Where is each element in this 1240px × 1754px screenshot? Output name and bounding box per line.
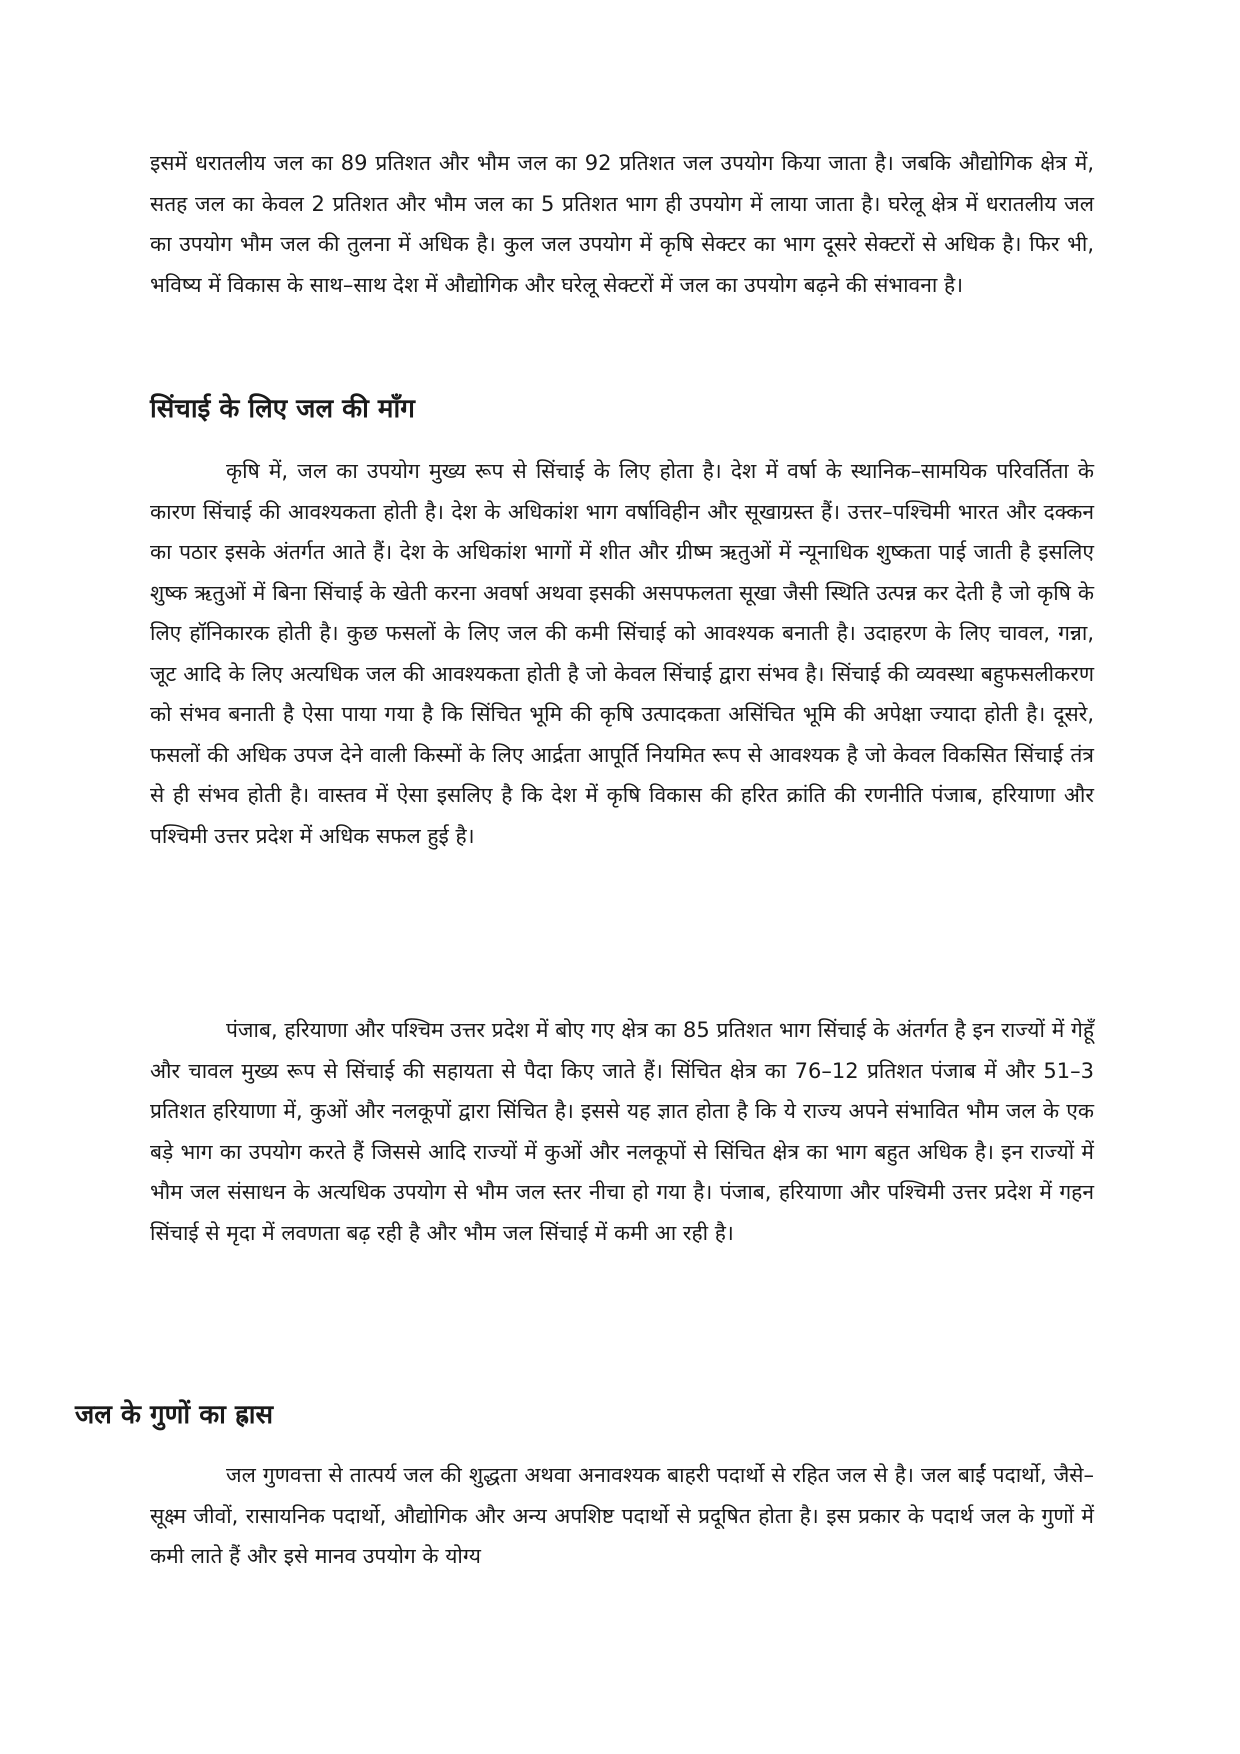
paragraph-punjab-haryana-irrigation: पंजाब, हरियाणा और पश्चिम उत्तर प्रदेश में बोए गए क्षेत्र का 85 प्रतिशत भाग सिंचाई के अंतर्गत है इन राज्यों में गेहूँ और चावल मुख्य रूप से सिंचाई की सहायता से पैदा किए जाते हैं। सिंचित क्षेत्र का 76–12 प्रतिशत पंजाब में और 51–3 प्रतिशत हरियाणा में, कुओं और नलकूपों द्वारा सिंचित है। इससे यह ज्ञात होता है कि ये राज्य अपने संभावित भौम जल के एक बड़े भाग का उपयोग करते हैं जिससे आदि राज्यों में कुओं और नलकूपों से सिंचित क्षेत्र का भाग बहुत अधिक है। इन राज्यों में भौम जल संसाधन के अत्यधिक उपयोग से भौम जल स्तर नीचा हो गया है। पंजाब, हरियाणा और पश्चिमी उत्तर प्रदेश में गहन सिंचाई से मृदा में लवणता बढ़ रही है और भौम जल सिंचाई में कमी आ रही है।	[150, 1018, 1094, 1245]
paragraph-water-use-by-sector: इसमें धरातलीय जल का 89 प्रतिशत और भौम जल का 92 प्रतिशत जल उपयोग किया जाता है। जबकि औद्योगिक क्षेत्र में, सतह जल का केवल 2 प्रतिशत और भौम जल का 5 प्रतिशत भाग ही उपयोग में लाया जाता है। घरेलू क्षेत्र में धरातलीय जल का उपयोग भौम जल की तुलना में अधिक है। कुल जल उपयोग में कृषि सेक्टर का भाग दूसरे सेक्टरों से अधिक है। फिर भी, भविष्य में विकास के साथ–साथ देश में औद्योगिक और घरेलू सेक्टरों में जल का उपयोग बढ़ने की संभावना है।	[150, 151, 1094, 297]
paragraph-water-quality: जल गुणवत्ता से तात्पर्य जल की शुद्धता अथवा अनावश्यक बाहरी पदार्थो से रहित जल से है। जल बाईं पदार्थो, जैसे–सूक्ष्म जीवों, रासायनिक पदार्थो, औद्योगिक और अन्य अपशिष्ट पदार्थो से प्रदूषित होता है। इस प्रकार के पदार्थ जल के गुणों में कमी लाते हैं और इसे मानव उपयोग के योग्य	[150, 1463, 1094, 1568]
section-heading-water-quality-decline: जल के गुणों का ह्रास	[75, 1400, 274, 1430]
section-heading-irrigation-demand: सिंचाई के लिए जल की माँग	[150, 394, 415, 424]
paragraph-irrigation-need: कृषि में, जल का उपयोग मुख्य रूप से सिंचाई के लिए होता है। देश में वर्षा के स्थानिक–सामयिक परिवर्तिता के कारण सिंचाई की आवश्यकता होती है। देश के अधिकांश भाग वर्षाविहीन और सूखाग्रस्त हैं। उत्तर–पश्चिमी भारत और दक्कन का पठार इसके अंतर्गत आते हैं। देश के अधिकांश भागों में शीत और ग्रीष्म ऋतुओं में न्यूनाधिक शुष्कता पाई जाती है इसलिए शुष्क ऋतुओं में बिना सिंचाई के खेती करना अवर्षा अथवा इसकी असपफलता सूखा जैसी स्थिति उत्पन्न कर देती है जो कृषि के लिए हॉनिकारक होती है। कुछ फसलों के लिए जल की कमी सिंचाई को आवश्यक बनाती है। उदाहरण के लिए चावल, गन्ना, जूट आदि के लिए अत्यधिक जल की आवश्यकता होती है जो केवल सिंचाई द्वारा संभव है। सिंचाई की व्यवस्था बहुफसलीकरण को संभव बनाती है ऐसा पाया गया है कि सिंचित भूमि की कृषि उत्पादकता असिंचित भूमि की अपेक्षा ज्यादा होती है। दूसरे, फसलों की अधिक उपज देने वाली किस्मों के लिए आर्द्रता आपूर्ति नियमित रूप से आवश्यक है जो केवल विकसित सिंचाई तंत्र से ही संभव होती है। वास्तव में ऐसा इसलिए है कि देश में कृषि विकास की हरित क्रांति की रणनीति पंजाब, हरियाणा और पश्चिमी उत्तर प्रदेश में अधिक सफल हुई है।	[150, 459, 1094, 848]
